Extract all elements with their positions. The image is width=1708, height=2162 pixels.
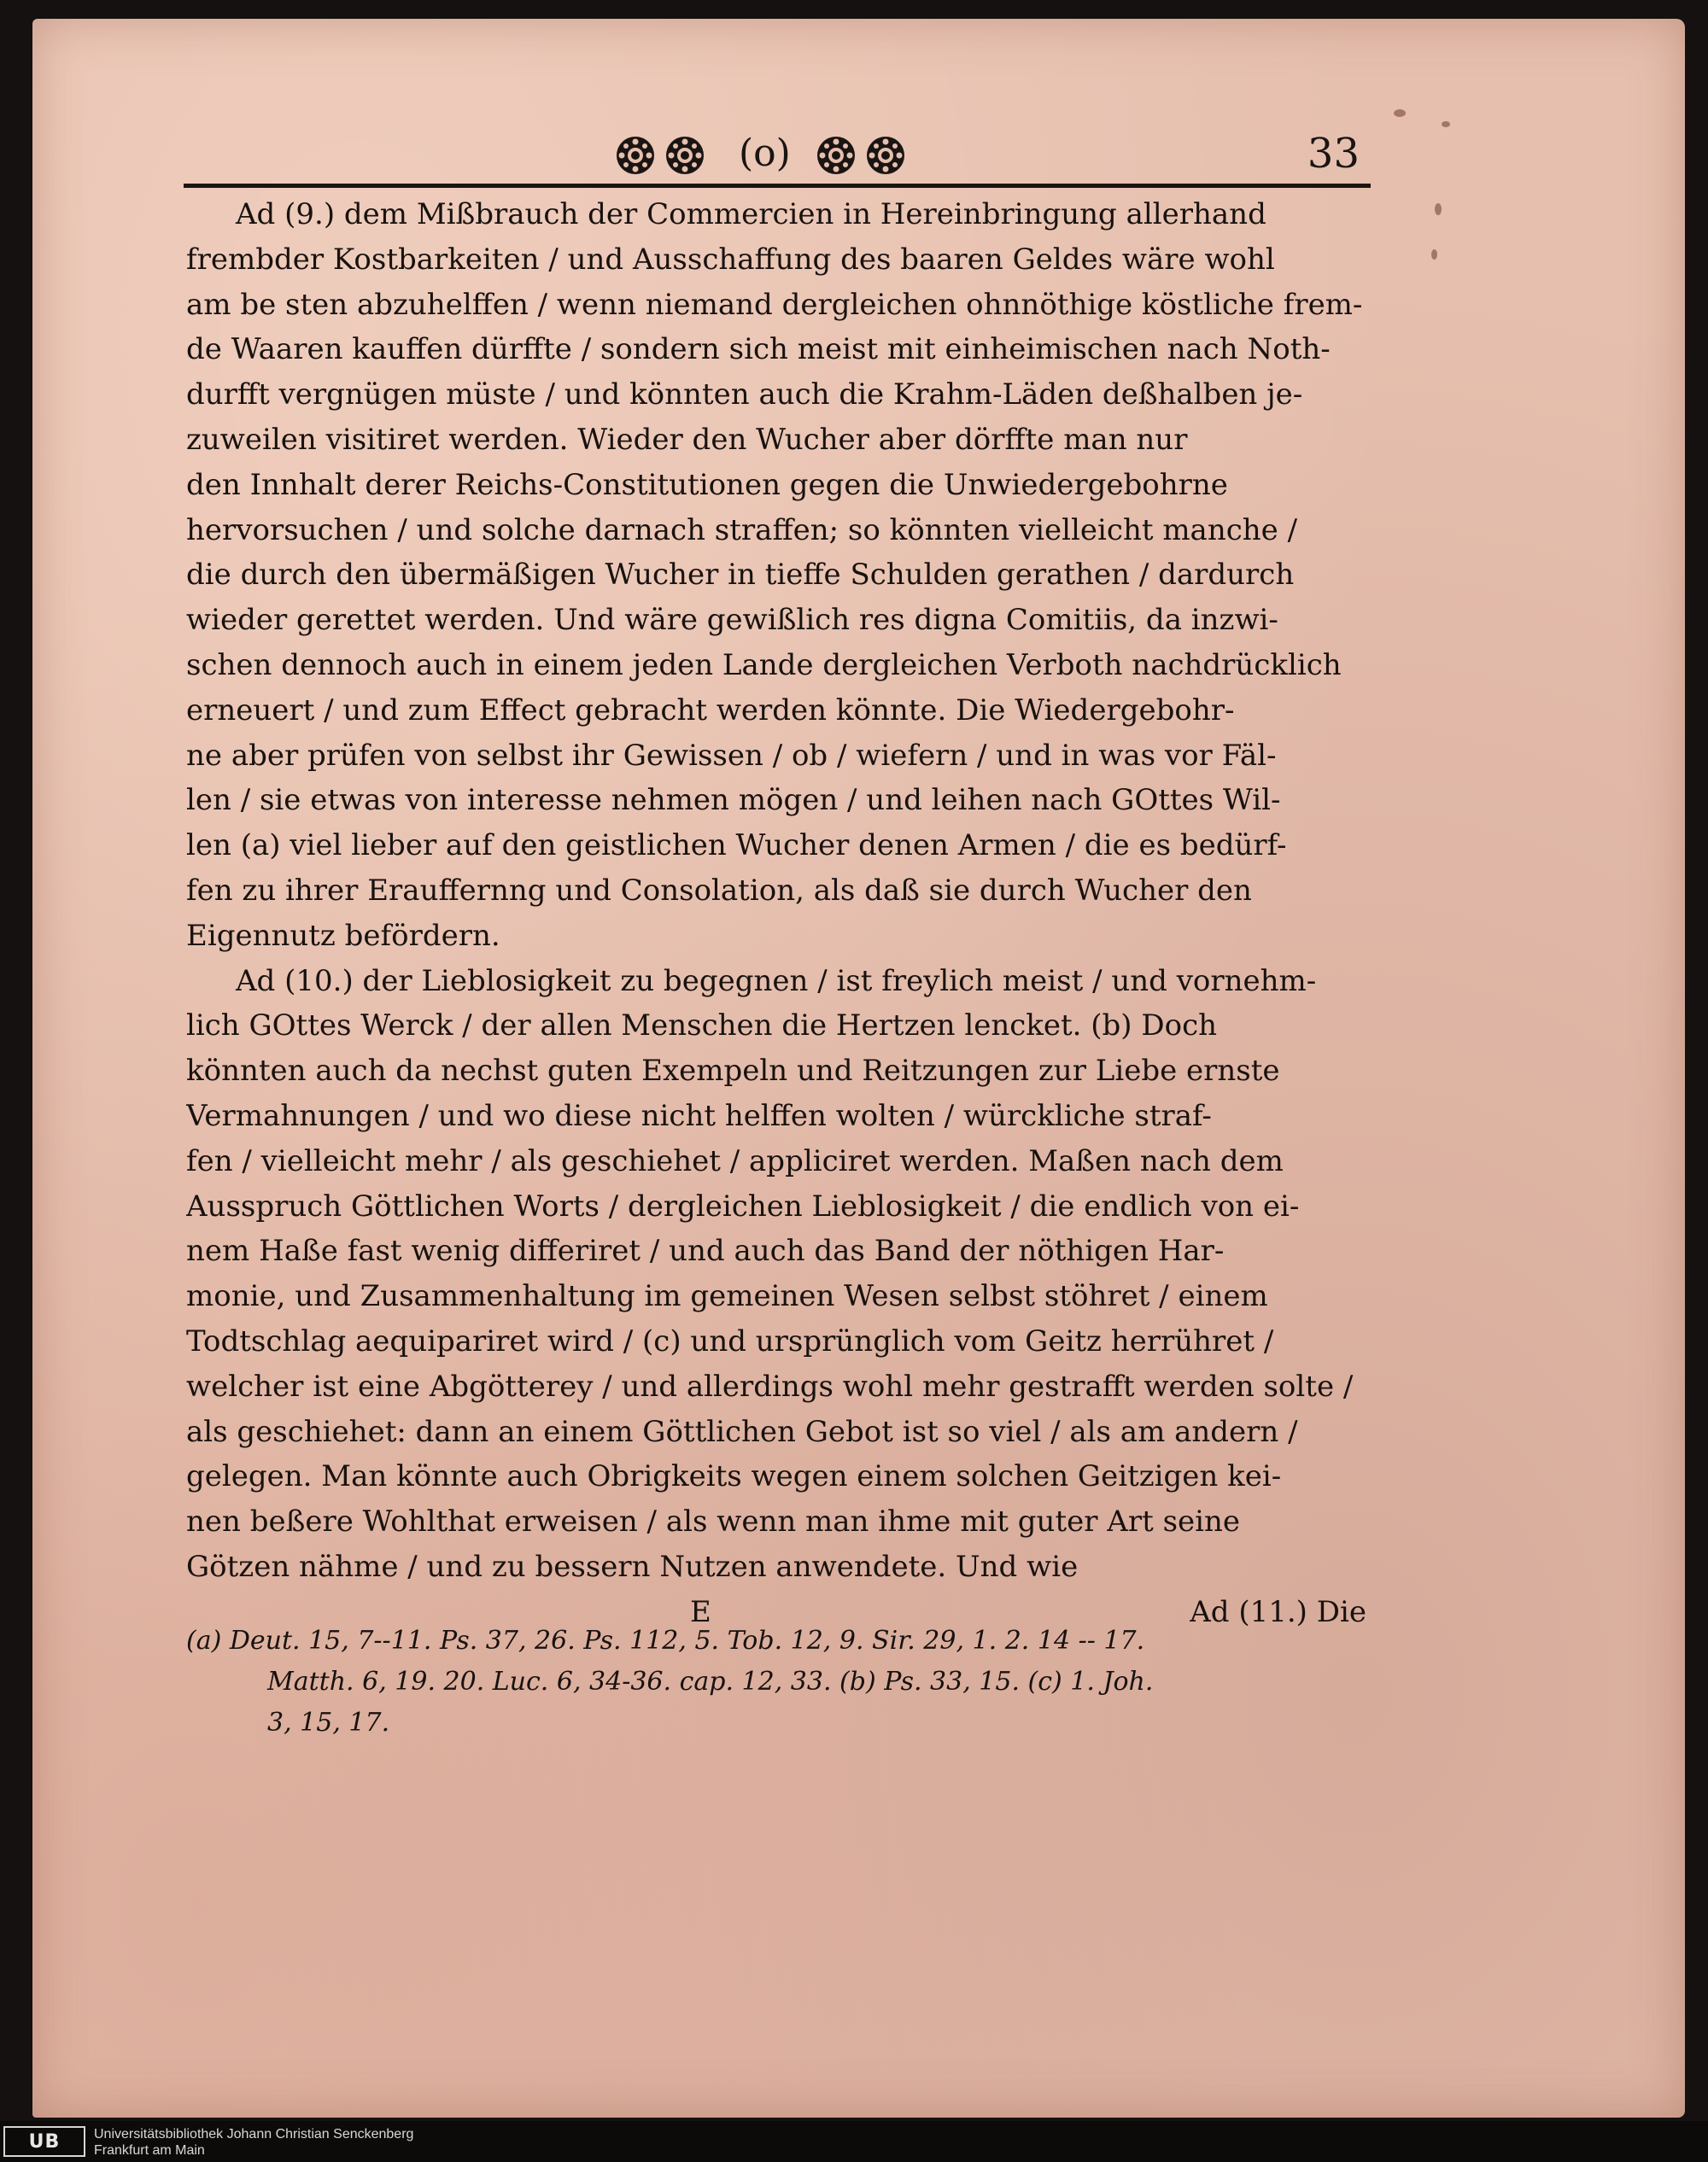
text-line: Götzen nähme / und zu bessern Nutzen anwendete. Und wie: [186, 1549, 1079, 1584]
text-line: am be sten abzuhelffen / wenn niemand dergleichen ohnnöthige köstliche frem-: [186, 287, 1363, 322]
text-line: fen zu ihrer Erauffernng und Consolation, als daß sie durch Wucher den: [186, 873, 1252, 908]
text-line: den Innhalt derer Reichs-Constitutionen gegen die Unwiedergebohrne: [186, 467, 1228, 502]
text-line: Ausspruch Göttlichen Worts / dergleichen Lieblosigkeit / die endlich von ei-: [186, 1189, 1300, 1224]
text-line: als geschiehet: dann an einem Göttlichen Gebot ist so viel / als am andern /: [186, 1414, 1298, 1449]
text-line: ne aber prüfen von selbst ihr Gewissen / ob / wiefern / und in was vor Fäl-: [186, 738, 1277, 773]
text-line: fen / vielleicht mehr / als geschiehet / appliciret werden. Maßen nach dem: [186, 1143, 1284, 1178]
text-line: nem Haße fast wenig differiret / und auch das Band der nöthigen Har-: [186, 1234, 1225, 1269]
text-line: frembder Kostbarkeiten / und Ausschaffung des baaren Geldes wäre wohl: [186, 242, 1275, 277]
rosette-ornament-icon: [816, 135, 857, 176]
library-city: Frankfurt am Main: [94, 2143, 205, 2158]
rosette-ornament-icon: [615, 135, 656, 176]
text-line: wieder gerettet werden. Und wäre gewißlich res digna Comitiis, da inzwi-: [186, 603, 1278, 638]
footnote-line: 3, 15, 17.: [267, 1708, 390, 1738]
text-line: zuweilen visitiret werden. Wieder den Wucher aber dörffte man nur: [186, 422, 1188, 457]
rosette-ornament-icon: [865, 135, 906, 176]
text-line: Todtschlag aequipariret wird / (c) und ursprünglich vom Geitz herrühret /: [186, 1323, 1274, 1359]
text-line: könnten auch da nechst guten Exempeln und Reitzungen zur Liebe ernste: [186, 1054, 1280, 1089]
signature-mark: E: [690, 1594, 711, 1629]
ornament-group-left: [615, 135, 705, 176]
text-line: monie, und Zusammenhaltung im gemeinen Wesen selbst stöhret / einem: [186, 1279, 1268, 1314]
text-line: Ad (9.) dem Mißbrauch der Commercien in Hereinbringung allerhand: [236, 197, 1266, 231]
ink-stain: [1431, 249, 1437, 260]
text-line: welcher ist eine Abgötterey / und allerdings wohl mehr gestrafft werden solte /: [186, 1369, 1354, 1404]
rosette-ornament-icon: [664, 135, 705, 176]
text-line: durfft vergnügen müste / und könnten auch die Krahm-Läden deßhalben je-: [186, 377, 1303, 412]
footnotes: [186, 1621, 1375, 1744]
text-line: hervorsuchen / und solche darnach straffen; so könnten vielleicht manche /: [186, 512, 1298, 547]
ink-stain: [1435, 203, 1442, 215]
ink-stain: [1442, 121, 1450, 127]
page-number: 33: [1307, 130, 1360, 178]
text-line: lich GOttes Werck / der allen Menschen die Hertzen lencket. (b) Doch: [186, 1008, 1218, 1043]
text-line: erneuert / und zum Effect gebracht werden könnte. Die Wiedergebohr-: [186, 692, 1235, 727]
page-header: [179, 128, 1366, 188]
text-line: len / sie etwas von interesse nehmen mögen / und leihen nach GOttes Wil-: [186, 783, 1281, 818]
body-text: [186, 192, 1375, 1635]
footnote-line: (a) Deut. 15, 7--11. Ps. 37, 26. Ps. 112, 5. Tob. 12, 9. Sir. 29, 1. 2. 14 -- 17.: [186, 1626, 1145, 1656]
text-line: Eigennutz befördern.: [186, 918, 500, 953]
text-line: schen dennoch auch in einem jeden Lande dergleichen Verboth nachdrücklich: [186, 647, 1342, 682]
text-line: len (a) viel lieber auf den geistlichen Wucher denen Armen / die es bedürf-: [186, 828, 1287, 863]
header-rule: [184, 184, 1371, 188]
header-mark: (o): [739, 131, 791, 175]
library-name: Universitätsbibliothek Johann Christian Senckenberg: [94, 2127, 414, 2142]
catchword: Ad (11.) Die: [1190, 1594, 1366, 1629]
text-line: gelegen. Man könnte auch Obrigkeits wegen einem solchen Geitzigen kei-: [186, 1459, 1282, 1494]
text-line: Ad (10.) der Lieblosigkeit zu begegnen / ist freylich meist / und vornehm-: [236, 963, 1317, 998]
ink-stain: [1394, 109, 1406, 117]
text-line: die durch den übermäßigen Wucher in tieffe Schulden gerathen / dardurch: [186, 558, 1295, 593]
footnote-line: Matth. 6, 19. 20. Luc. 6, 34-36. cap. 12, 33. (b) Ps. 33, 15. (c) 1. Joh.: [267, 1667, 1154, 1697]
text-line: de Waaren kauffen dürffte / sondern sich meist mit einheimischen nach Noth-: [186, 332, 1331, 367]
text-line: Vermahnungen / und wo diese nicht helffen wolten / würckliche straf-: [186, 1098, 1212, 1133]
text-line: nen beßere Wohlthat erweisen / als wenn man ihme mit guter Art seine: [186, 1505, 1241, 1540]
library-credit: [94, 2126, 413, 2159]
ornament-group-right: [816, 135, 906, 176]
library-credit-bar: [0, 2121, 1708, 2162]
ub-logo: UB: [3, 2126, 85, 2157]
